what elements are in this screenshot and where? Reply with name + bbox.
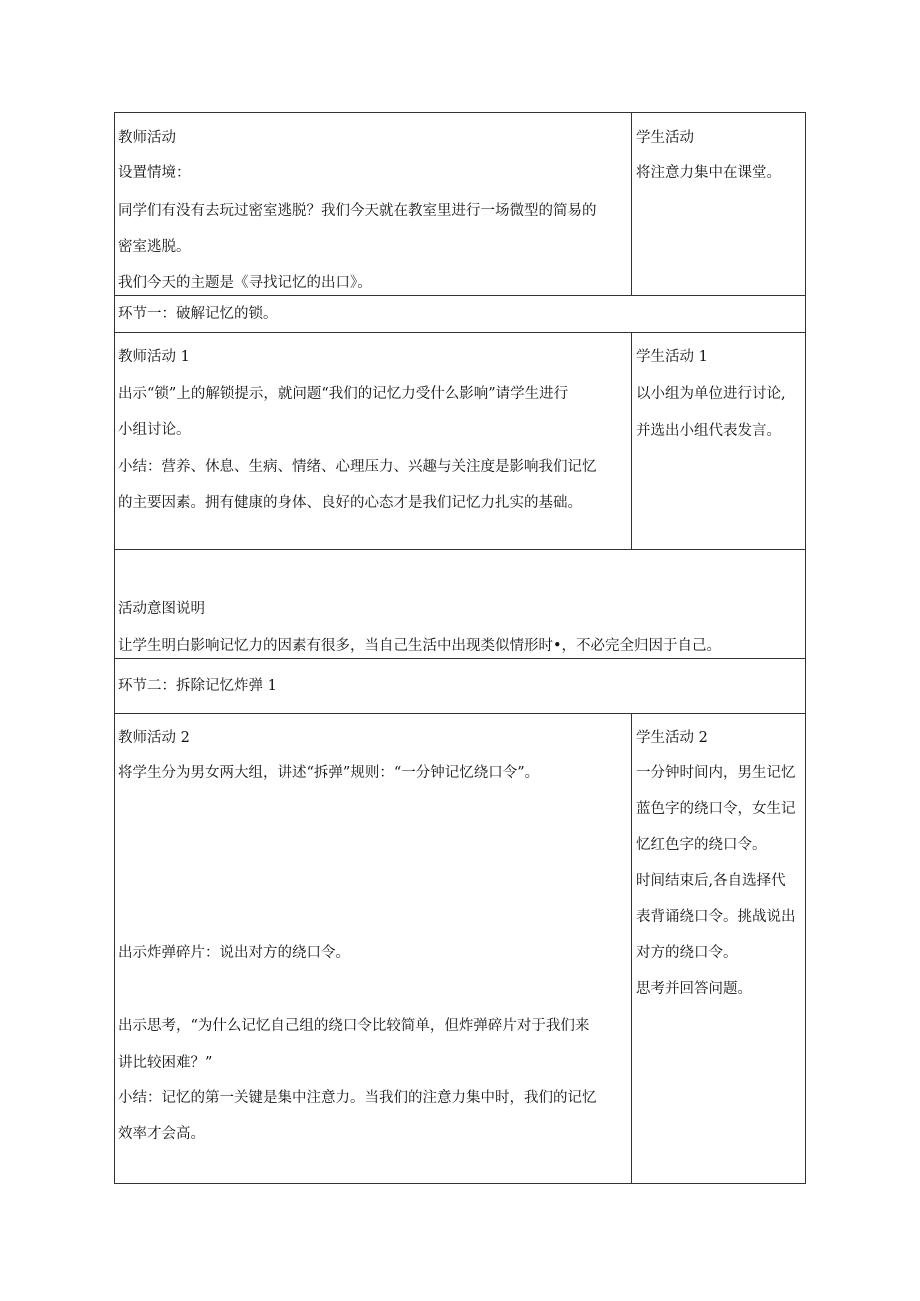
summary-2-line: 效率才会高。	[118, 1126, 205, 1142]
summary-1-line: 的主要因素。拥有健康的身体、良好的心态才是我们记忆力扎实的基础。	[118, 495, 582, 511]
table-row-intent	[114, 549, 806, 658]
thinking-question-line: 出示思考，“为什么记忆自己组的绕口令比较简单，但炸弹碎片对于我们来	[118, 1018, 590, 1034]
table-row-stage-2	[114, 658, 806, 713]
student-activity-1-heading: 学生活动 1	[636, 349, 708, 365]
student-activity-2-text-line: 时间结束后,各自选择代	[636, 873, 786, 889]
student-activity-2-text-line: 忆红色字的绕口令。	[636, 837, 767, 853]
student-activity-2-text-line: 蓝色字的绕口令，女生记	[636, 801, 796, 817]
teacher-activity-2-heading: 教师活动 2	[118, 730, 190, 746]
stage-2-cell	[115, 659, 805, 713]
bomb-fragment-text: 出示炸弹碎片：说出对方的绕口令。	[118, 945, 350, 961]
table-row-stage-1	[114, 295, 806, 332]
student-activity-2-cell	[631, 714, 807, 1183]
scenario-text-line: 密室逃脱。	[118, 239, 191, 255]
stage-1-cell	[115, 296, 805, 332]
table-row-activity-2	[114, 713, 806, 1184]
stage-1-title: 环节一：破解记忆的锁。	[118, 306, 278, 322]
thinking-question-line: 讲比较困难？”	[118, 1055, 213, 1071]
student-activity-cell	[631, 113, 807, 295]
intent-text: 让学生明白影响记忆力的因素有很多，当自己生活中出现类似情形时•，不必完全归因于自己。	[118, 638, 722, 654]
student-activity-1-text-line: 以小组为单位进行讨论,	[636, 386, 786, 402]
student-activity-2-text-line: 思考并回答问题。	[636, 981, 752, 997]
student-activity-2-text-line: 对方的绕口令。	[636, 945, 738, 961]
theme-text: 我们今天的主题是《寻找记忆的出口》。	[118, 275, 372, 291]
teacher-activity-1-cell	[115, 333, 631, 549]
teacher-activity-1-text-line: 小组讨论。	[118, 422, 191, 438]
table-row-intro	[114, 112, 806, 295]
scenario-label: 设置情境：	[118, 165, 191, 181]
teacher-activity-1-heading: 教师活动 1	[118, 349, 190, 365]
student-activity-2-text-line: 一分钟时间内，男生记忆	[636, 765, 796, 781]
table-row-activity-1	[114, 332, 806, 549]
student-activity-1-cell	[631, 333, 807, 549]
summary-1-line: 小结：营养、休息、生病、情绪、心理压力、兴趣与关注度是影响我们记忆	[118, 459, 597, 475]
student-activity-2-text-line: 表背诵绕口令。挑战说出	[636, 909, 796, 925]
teacher-activity-2-cell	[115, 714, 631, 1183]
student-activity-1-text-line: 并选出小组代表发言。	[636, 423, 781, 439]
student-activity-2-heading: 学生活动 2	[636, 730, 708, 746]
summary-2-line: 小结：记忆的第一关键是集中注意力。当我们的注意力集中时，我们的记忆	[118, 1090, 597, 1106]
intent-cell	[115, 550, 805, 658]
teacher-activity-heading: 教师活动	[118, 130, 176, 146]
student-activity-text: 将注意力集中在课堂。	[636, 165, 781, 181]
teacher-activity-cell	[115, 113, 631, 295]
teacher-activity-1-text-line: 出示“锁”上的解锁提示，就问题“我们的记忆力受什么影响”请学生进行	[118, 386, 569, 402]
teacher-activity-2-rules: 将学生分为男女两大组，讲述“拆弹”规则：“一分钟记忆绕口令”。	[118, 765, 540, 781]
stage-2-title: 环节二：拆除记忆炸弹 1	[118, 678, 277, 694]
student-activity-heading: 学生活动	[636, 130, 694, 146]
scenario-text-line: 同学们有没有去玩过密室逃脱？我们今天就在教室里进行一场微型的简易的	[118, 203, 597, 219]
intent-title: 活动意图说明	[118, 601, 205, 617]
